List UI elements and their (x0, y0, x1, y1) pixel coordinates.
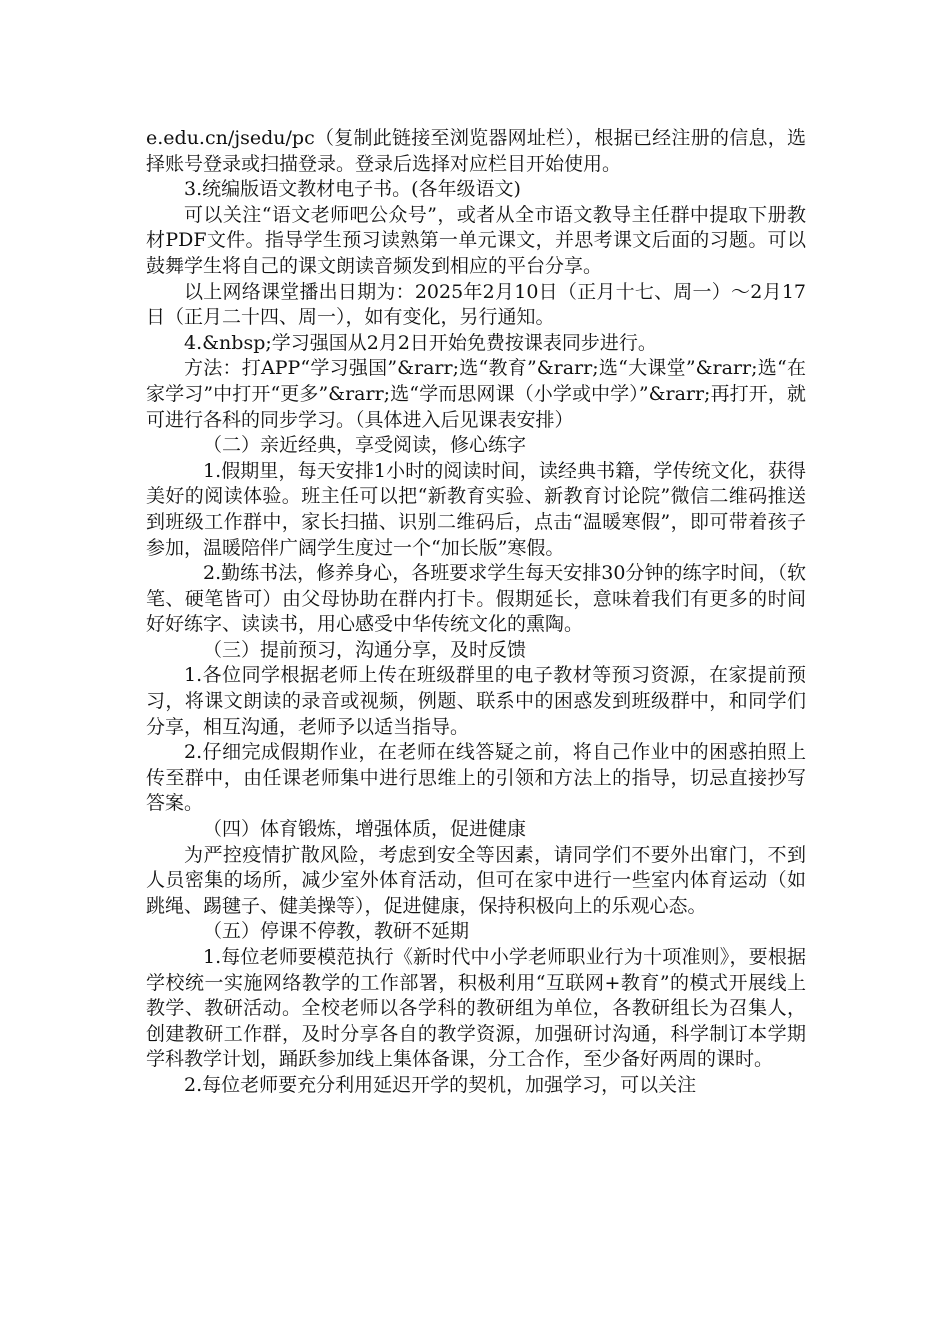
section-heading-5: （五）停课不停教，教研不延期 (203, 920, 470, 943)
paragraph-calligraphy: 2.勤练书法，修养身心，各班要求学生每天安排30分钟的练字时间，（软笔、硬笔皆可）由父母协助在群内打卡。假期延长，意味着我们有更多的时间好好练字、读读书，用心感受中华传统文化的熏陶。 (146, 562, 806, 636)
item-4-xuexi-qiangguo: 4.&nbsp;学习强国从2月2日开始免费按课表同步进行。 (184, 331, 657, 354)
paragraph-reading: 1.假期里，每天安排1小时的阅读时间，读经典书籍，学传统文化，获得美好的阅读体验。班主任可以把“新教育实验、新教育讨论院”微信二维码推送到班级工作群中，家长扫描、识别二维码后，点击“温暖寒假”，即可带着孩子参加，温暖陪伴广阔学生度过一个“加长版”寒假。 (146, 459, 806, 559)
document-page (146, 126, 806, 1099)
section-heading-3: （三）提前预习，沟通分享，及时反馈 (203, 638, 527, 661)
paragraph-method: 方法：打APP“学习强国”&rarr;选“教育”&rarr;选“大课堂”&rarr;选“在家学习”中打开“更多”&rarr;选“学而思网课（小学或中学）”&rarr;再打开，就可进行各科的同步学习。（具体进入后见课表安排） (146, 357, 806, 431)
section-heading-4: （四）体育锻炼，增强体质，促进健康 (203, 818, 527, 841)
paragraph-exercise: 为严控疫情扩散风险，考虑到安全等因素，请同学们不要外出窜门，不到人员密集的场所，减少室外体育活动，但可在家中进行一些室内体育运动（如跳绳、踢毽子、健美操等），促进健康，保持积极向上的乐观心态。 (146, 843, 806, 917)
item-3-ebook: 3.统编版语文教材电子书。(各年级语文) (184, 178, 521, 201)
paragraph-teacher-study: 2.每位老师要充分利用延迟开学的契机，加强学习，可以关注 (184, 1073, 697, 1096)
paragraph-broadcast-dates: 以上网络课堂播出日期为：2025年2月10日（正月十七、周一）～2月17日（正月二十四、周一），如有变化，另行通知。 (146, 280, 806, 329)
paragraph-preview: 1.各位同学根据老师上传在班级群里的电子教材等预习资源，在家提前预习，将课文朗读的录音或视频，例题、联系中的困惑发到班级群中，和同学们分享，相互沟通，老师予以适当指导。 (146, 664, 806, 738)
paragraph-teacher-conduct: 1.每位老师要模范执行《新时代中小学老师职业行为十项准则》，要根据学校统一实施网络教学的工作部署，积极利用“互联网+教育”的模式开展线上教学、教研活动。全校老师以各学科的教研组为单位，各教研组长为召集人，创建教研工作群，及时分享各自的教学资源，加强研讨沟通，科学制订本学期学科教学计划，踊跃参加线上集体备课，分工合作，至少备好两周的课时。 (146, 946, 806, 1071)
paragraph-login-instructions: e.edu.cn/jsedu/pc（复制此链接至浏览器网址栏），根据已经注册的信息，选择账号登录或扫描登录。登录后选择对应栏目开始使用。 (146, 127, 806, 175)
section-heading-2: （二）亲近经典，享受阅读，修心练字 (203, 434, 527, 457)
paragraph-homework: 2.仔细完成假期作业，在老师在线答疑之前，将自己作业中的困惑拍照上传至群中，由任课老师集中进行思维上的引领和方法上的指导，切忌直接抄写答案。 (146, 741, 806, 815)
paragraph-ebook-source: 可以关注“语文老师吧公众号”，或者从全市语文教导主任群中提取下册教材PDF文件。指导学生预习读熟第一单元课文，并思考课文后面的习题。可以鼓舞学生将自己的课文朗读音频发到相应的平台分享。 (146, 203, 806, 277)
